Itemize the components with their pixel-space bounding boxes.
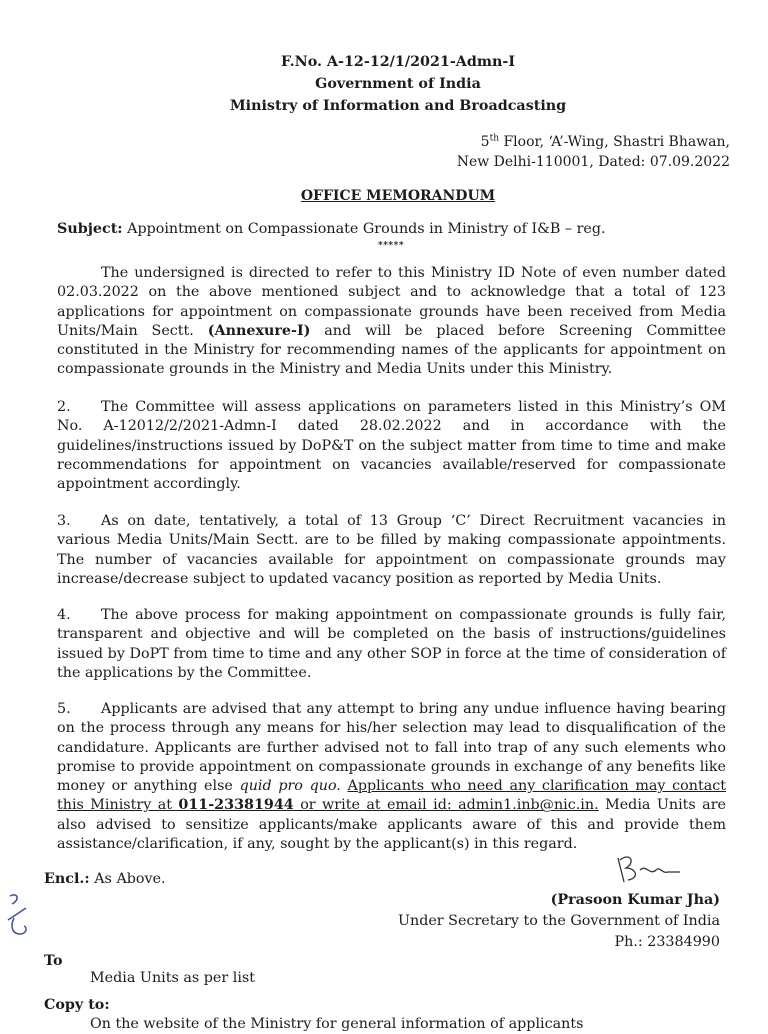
paragraph-2: 2. The Committee will assess applications on parameters listed in this Ministry’s OM No. A-12012/2/2021-Admn-I dated 28.02.2022 and in accordance with the guidelines/instructions issued by DoP&T on the subject matter from time to time and make recommendations for appointment on vacancies available/reserved for compassionate appointment accordingly. xyxy=(57,399,726,493)
clarification-contact: Applicants who need any clarification may contact this Ministry at 011-23381944 or write at email id: admin1.inb@nic.in. xyxy=(57,778,726,814)
margin-initial-mark xyxy=(4,890,32,940)
to-recipients: Media Units as per list xyxy=(90,970,255,986)
paragraph-3: 3. As on date, tentatively, a total of 13 Group ‘C’ Direct Recruitment vacancies in various Media Units/Main Sectt. are to be filled by making compassionate appointments. The number of vacancies available for appointment on compassionate grounds may increase/decrease subject to updated vacancy position as reported by Media Units. xyxy=(57,513,726,587)
paragraph-5: 5. Applicants are advised that any attempt to bring any undue influence having bearing on the process through any means for his/her selection may lead to disqualification of the candidature. Applicants are further advised not to fall into trap of any such elements who promise to provide appointment on compassionate grounds in exchange of any benefits like money or anything else quid pro quo. Applicants who need any clarification may contact this Ministry at 011-23381944 or write at email id: admin1.inb@nic.in. Media Units are also advised to sensitize applicants/make applicants aware of this and provide them assistance/clarification, if any, sought by the applicant(s) in this regard. xyxy=(57,701,726,853)
copy-to-recipients: On the website of the Ministry for general information of applicants xyxy=(90,1016,584,1032)
signatory-designation: Under Secretary to the Government of India xyxy=(397,913,720,929)
paragraph-number: 2. xyxy=(57,399,71,415)
letterhead xyxy=(0,51,768,117)
address-line-2-date: New Delhi-110001, Dated: 07.09.2022 xyxy=(456,154,730,170)
enclosure-line: Encl.: As Above. xyxy=(44,871,166,887)
subject-line xyxy=(57,219,606,239)
subject-text: Appointment on Compassionate Grounds in Ministry of I&B – reg. xyxy=(122,221,606,237)
ministry-name: Ministry of Information and Broadcasting xyxy=(229,98,567,114)
separator-stars: ***** xyxy=(378,241,405,251)
signature-mark xyxy=(610,848,690,888)
to-label: To xyxy=(44,953,63,969)
contact-phone: 011-23381944 xyxy=(178,797,294,814)
paragraph-number: 3. xyxy=(57,513,71,529)
paragraph-4: 4. The above process for making appointment on compassionate grounds is fully fair, transparent and objective and will be completed on the basis of instructions/guidelines issued by DoPT from time to time and any other SOP in force at the time of consideration of the applications by the Committee. xyxy=(57,607,726,681)
memo-title: OFFICE MEMORANDUM xyxy=(300,188,496,204)
subject-label: Subject: xyxy=(57,221,123,237)
quid-pro-quo: quid pro quo. xyxy=(239,778,341,795)
address-block xyxy=(457,132,730,172)
file-number: F.No. A-12-12/1/2021-Admn-I xyxy=(280,54,516,70)
enclosure-label: Encl.: xyxy=(44,871,90,887)
signatory-phone: Ph.: 23384990 xyxy=(614,934,720,950)
annexure-reference: (Annexure-I) xyxy=(207,322,311,339)
signatory-name: (Prasoon Kumar Jha) xyxy=(550,892,720,908)
paragraph-number: 4. xyxy=(57,607,71,623)
copy-to-label: Copy to: xyxy=(44,997,110,1013)
government-name: Government of India xyxy=(315,76,481,92)
paragraph-number: 5. xyxy=(57,701,71,717)
paragraph-1: The undersigned is directed to refer to this Ministry ID Note of even number dated 02.03.2022 on the above mentioned subject and to acknowledge that a total of 123 applications for appointment on compassionate grounds have been received from Media Units/Main Sectt. (Annexure-I) and will be placed before Screening Committee constituted in the Ministry for recommending names of the applicants for appointment on compassionate grounds in the Ministry and Media Units under this Ministry. xyxy=(57,265,726,378)
address-line-1: 5th Floor, ‘A’-Wing, Shastri Bhawan, xyxy=(480,133,730,150)
